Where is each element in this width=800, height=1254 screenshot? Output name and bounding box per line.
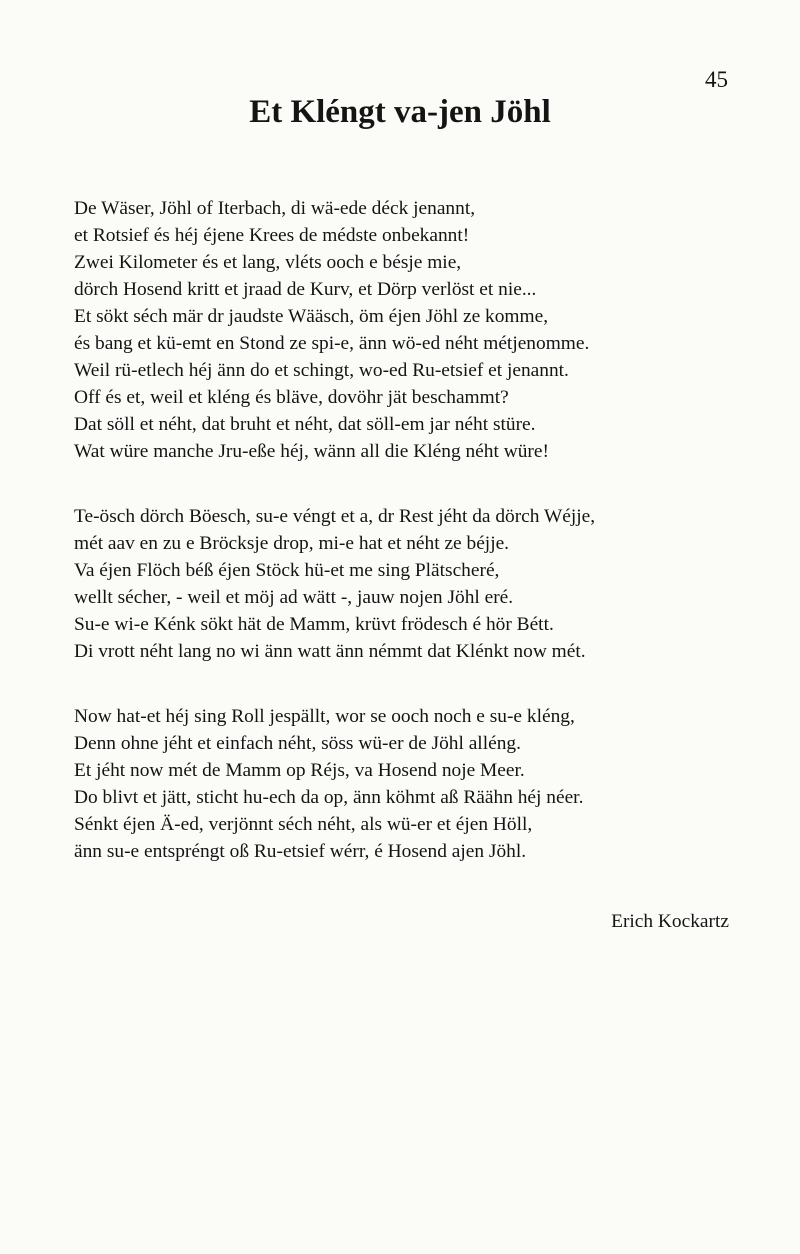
poem-body	[74, 195, 754, 903]
poem-line: Va éjen Flöch béß éjen Stöck hü-et me sing Plätscheré,	[74, 560, 500, 581]
poem-line: Et jéht now mét de Mamm op Réjs, va Hosend noje Meer.	[74, 760, 525, 781]
poem-line: Et sökt séch mär dr jaudste Wääsch, öm éjen Jöhl ze komme,	[74, 306, 549, 327]
poem-line: Off és et, weil et kléng és bläve, dovöhr jät beschammt?	[74, 387, 509, 408]
poem-line: Denn ohne jéht et einfach néht, söss wü-er de Jöhl alléng.	[74, 733, 521, 754]
stanza-1	[74, 195, 754, 465]
poem-line: Weil rü-etlech héj änn do et schingt, wo-ed Ru-etsief et jenannt.	[74, 360, 569, 381]
poem-line: De Wäser, Jöhl of Iterbach, di wä-ede déck jenannt,	[74, 198, 476, 219]
poem-line: mét aav en zu e Bröcksje drop, mi-e hat et néht ze béjje.	[74, 533, 510, 554]
poem-line: Di vrott néht lang no wi änn watt änn némmt dat Klénkt now mét.	[74, 641, 586, 662]
poem-line: Zwei Kilometer és et lang, vléts ooch e bésje mie,	[74, 252, 462, 273]
poem-line: és bang et kü-emt en Stond ze spi-e, änn wö-ed néht métjenomme.	[74, 333, 590, 354]
poem-line: Wat würe manche Jru-eße héj, wänn all die Kléng néht würe!	[74, 441, 549, 462]
poem-line: Dat söll et néht, dat bruht et néht, dat söll-em jar néht stüre.	[74, 414, 536, 435]
poem-line: et Rotsief és héj éjene Krees de médste onbekannt!	[74, 225, 470, 246]
poem-line: Te-ösch dörch Böesch, su-e véngt et a, dr Rest jéht da dörch Wéjje,	[74, 506, 596, 527]
poem-line: Now hat-et héj sing Roll jespällt, wor se ooch noch e su-e kléng,	[74, 706, 575, 727]
poem-line: Su-e wi-e Kénk sökt hät de Mamm, krüvt frödesch é hör Bétt.	[74, 614, 554, 635]
author-signature: Erich Kockartz	[611, 911, 729, 932]
poem-line: Do blivt et jätt, sticht hu-ech da op, änn köhmt aß Räähn héj néer.	[74, 787, 584, 808]
poem-line: Sénkt éjen Ä-ed, verjönnt séch néht, als wü-er et éjen Höll,	[74, 814, 533, 835]
stanza-2	[74, 503, 754, 665]
poem-line: änn su-e entspréngt oß Ru-etsief wérr, é Hosend ajen Jöhl.	[74, 841, 527, 862]
poem-line: wellt sécher, - weil et möj ad wätt -, jauw nojen Jöhl eré.	[74, 587, 514, 608]
poem-title: Et Kléngt va-jen Jöhl	[249, 94, 551, 130]
stanza-3	[74, 703, 754, 865]
poem-line: dörch Hosend kritt et jraad de Kurv, et Dörp verlöst et nie...	[74, 279, 537, 300]
page-number: 45	[705, 67, 728, 92]
